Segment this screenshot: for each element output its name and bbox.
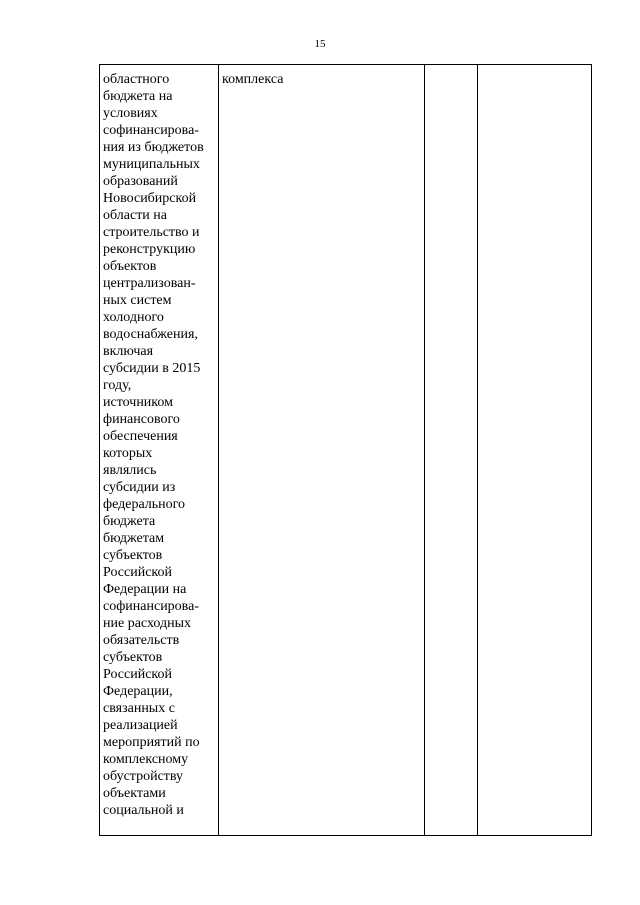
text-line: Новосибирской [103, 191, 197, 206]
text-line: бюджета на [103, 89, 173, 104]
text-line: софинансирова- [103, 123, 199, 138]
text-line: ных систем [103, 293, 172, 308]
text-line: мероприятий по [103, 735, 200, 750]
text-line: муниципальных [103, 157, 200, 172]
text-line: субсидии из [103, 480, 176, 495]
text-line: области на [103, 208, 168, 223]
text-line: связанных с [103, 701, 175, 716]
text-line: Российской [103, 565, 172, 580]
text-line: субъектов [103, 548, 163, 563]
text-line: являлись [103, 463, 157, 478]
table-cell-object [219, 65, 425, 836]
text-line: ние расходных [103, 616, 192, 631]
text-line: комплекса [222, 72, 284, 87]
text-line: Федерации, [103, 684, 173, 699]
text-line: бюджета [103, 514, 156, 529]
text-line: году, [103, 378, 132, 393]
text-line: условиях [103, 106, 158, 121]
table-cell-empty [478, 65, 592, 836]
text-line: источником [103, 395, 173, 410]
text-line: образований [103, 174, 178, 189]
table-cell-empty [425, 65, 478, 836]
text-line: комплексному [103, 752, 189, 767]
text-line: субсидии в 2015 [103, 361, 201, 376]
table-cell-description [100, 65, 219, 836]
text-line: объектов [103, 259, 157, 274]
text-line: федерального [103, 497, 186, 512]
text-line: которых [103, 446, 153, 461]
text-line: Российской [103, 667, 172, 682]
text-line: строительство и [103, 225, 200, 240]
text-line: обязательств [103, 633, 180, 648]
text-line: включая [103, 344, 154, 359]
text-line: софинансирова- [103, 599, 199, 614]
text-line: обустройству [103, 769, 184, 784]
table-row [100, 65, 592, 836]
document-table [99, 64, 592, 836]
text-line: бюджетам [103, 531, 165, 546]
text-line: объектами [103, 786, 166, 801]
text-line: областного [103, 72, 170, 87]
text-line: финансового [103, 412, 180, 427]
text-line: реконструкцию [103, 242, 196, 257]
text-line: социальной и [103, 803, 184, 818]
text-line: ния из бюджетов [103, 140, 204, 155]
page-number: 15 [314, 38, 326, 50]
text-line: централизован- [103, 276, 196, 291]
text-line: субъектов [103, 650, 163, 665]
text-line: обеспечения [103, 429, 178, 444]
text-line: холодного [103, 310, 164, 325]
text-line: водоснабжения, [103, 327, 198, 342]
text-line: реализацией [103, 718, 178, 733]
text-line: Федерации на [103, 582, 187, 597]
